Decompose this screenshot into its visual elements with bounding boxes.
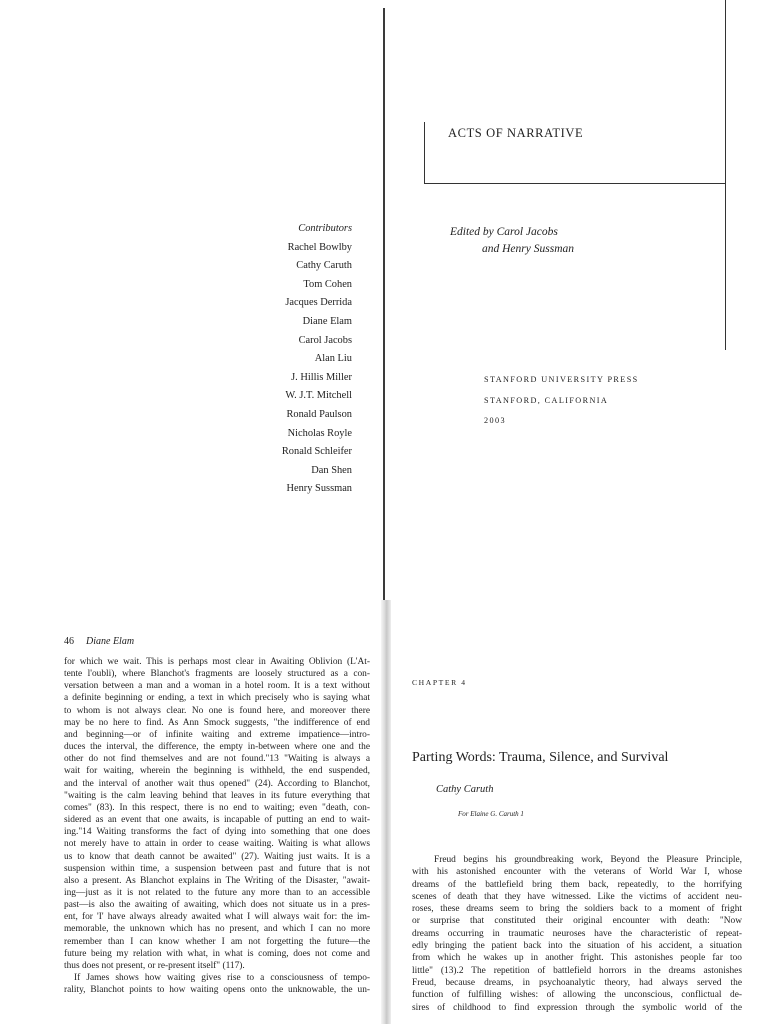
chapter-title: Parting Words: Trauma, Silence, and Survival xyxy=(412,750,669,765)
text-line: "waiting is the calm leaving behind that leaves in its future everything that xyxy=(64,790,370,801)
text-line: not merely have to attain in order to cease waiting. Waiting is what allows xyxy=(64,839,370,850)
contributor-name: J. Hillis Miller xyxy=(291,371,352,383)
text-line: remember than I can know whether I am not forgetting the future—the xyxy=(64,936,370,947)
text-line: may be no here to find. As Ann Smock suggests, "the indifference of end xyxy=(64,717,370,728)
spine-rule-top xyxy=(383,8,385,600)
contributors-heading: Contributors xyxy=(298,223,352,234)
running-head xyxy=(64,636,134,647)
text-line: Freud begins his groundbreaking work, Beyond the Pleasure Principle, xyxy=(434,855,742,865)
chapter-body-text xyxy=(412,854,742,1014)
text-line: rality, Blanchot points to how waiting opens onto the unknowable, the un- xyxy=(64,985,370,996)
contributor-name: Tom Cohen xyxy=(303,278,352,290)
title-page xyxy=(386,0,768,600)
text-line: a definite beginning or ending, a text in which precisely who is saying what xyxy=(64,693,370,704)
text-line: also a present. As Blanchot explains in The Writing of the Disaster, "await- xyxy=(64,875,370,886)
chapter-label: CHAPTER 4 xyxy=(412,678,467,687)
contributor-name: Diane Elam xyxy=(302,315,352,327)
text-line: sires of childhood to find expression through the symbolic world of the xyxy=(412,1002,742,1013)
text-line: Freud, because dreams, in psychoanalytic theory, had always served the xyxy=(412,977,742,988)
text-line: ing—just as it is not related to the future any more than to an accessible xyxy=(64,887,370,898)
text-line: scenes of death that they have witnessed. Like the victims of accident neu- xyxy=(412,891,742,902)
left-text-page xyxy=(0,600,384,1024)
left-body-text xyxy=(64,656,370,996)
publisher-name: STANFORD UNIVERSITY PRESS xyxy=(484,375,639,384)
editors-credit xyxy=(450,224,574,258)
book-gutter-shadow xyxy=(381,600,391,1024)
contributor-name: Dan Shen xyxy=(311,464,352,476)
text-line: little" (13).2 The repetition of battlefield horrors in the dreams astonishes xyxy=(412,965,742,976)
chapter-dedication: For Elaine G. Caruth 1 xyxy=(458,810,524,818)
editors-line-2: and Henry Sussman xyxy=(482,243,574,255)
text-line: tente l'oubli), where Blanchot's fragments are loosely structured as a con- xyxy=(64,669,370,680)
running-head-author: Diane Elam xyxy=(86,636,135,647)
text-line: past—is also the awaiting of awaiting, which does not situate us in a pres- xyxy=(64,900,370,911)
text-line: other do not find themselves and are not found."13 "Waiting is always a xyxy=(64,754,370,765)
publisher-place: STANFORD, CALIFORNIA xyxy=(484,395,609,405)
text-line: from which he wakes up in another fright. This astonishes people far too xyxy=(412,953,742,964)
text-line: future being my relation with what, in what is coming, does not come and xyxy=(64,948,370,959)
text-line: edly bringing the patient back into the situation of his accident, a situation xyxy=(412,941,742,952)
text-line: dreams of the battlefield bring them back, repeatedly, to the horrifying xyxy=(412,879,742,890)
publication-year: 2003 xyxy=(484,416,506,425)
text-line: and beginning—or of infinite waiting and extreme impatience—intro- xyxy=(64,729,370,740)
chapter-author: Cathy Caruth xyxy=(436,784,494,795)
text-line: ing."14 Waiting transforms the fact of dying into something that one does xyxy=(64,827,370,838)
contributor-name: Nicholas Royle xyxy=(287,427,352,439)
contributor-name: Henry Sussman xyxy=(286,483,352,495)
text-line: comes" (83). In this respect, there is no end to waiting; even "death, con- xyxy=(64,802,370,813)
text-line: roses, these dreams seem to bring the soldiers back to a moment of fright xyxy=(412,904,742,915)
title-frame-right-rule xyxy=(725,0,726,350)
text-line: and the interval of another wait thus opened" (24). According to Blanchot, xyxy=(64,778,370,789)
text-line: for which we wait. This is perhaps most clear in Awaiting Oblivion (L'At- xyxy=(64,657,370,667)
text-line: with his astonished encounter with the veterans of World War I, whose xyxy=(412,867,742,878)
text-line: thus does not present, or re-present itself" (117). xyxy=(64,960,245,971)
contributor-name: Ronald Schleifer xyxy=(281,446,352,458)
contributor-name: Alan Liu xyxy=(314,353,352,365)
contributor-name: Rachel Bowlby xyxy=(287,241,352,253)
text-line: to whom is not always clear. No one is found here, and moreover there xyxy=(64,705,370,716)
title-frame-left-rule xyxy=(424,122,425,184)
title-frame-bottom-rule xyxy=(424,183,726,184)
contributor-name: W. J.T. Mitchell xyxy=(285,390,352,402)
contributor-name: Ronald Paulson xyxy=(286,408,352,420)
text-line: versation between a man and a woman in a hotel room. It is a text without xyxy=(64,681,370,692)
text-line: suspension within time, a suspension between past and future that is not xyxy=(64,863,370,874)
text-line: us to know that death cannot be awaited" (27). Waiting just waits. It is a xyxy=(64,851,370,862)
text-line: wait for waiting, wherein the beginning is withheld, the end suspended, xyxy=(64,766,370,777)
text-line: duces the interval, the difference, the empty in-between where one and the xyxy=(64,742,370,753)
page-number: 46 xyxy=(64,636,74,647)
contributor-name: Carol Jacobs xyxy=(298,334,352,346)
text-line: or surprise that constituted their original encounter with death: "Now xyxy=(412,916,742,927)
chapter-opening-page xyxy=(386,600,768,1024)
contributors-page xyxy=(0,0,384,600)
text-line: dreams occurring in traumatic neuroses have the characteristic of repeat- xyxy=(412,928,742,939)
contributor-name: Cathy Caruth xyxy=(296,260,352,272)
editors-line-1: Edited by Carol Jacobs xyxy=(450,226,558,238)
text-line: If James shows how waiting gives rise to a consciousness of tempo- xyxy=(74,973,370,984)
text-line: sidered as an event that one awaits, is incapable of putting an end to wait- xyxy=(64,815,370,826)
publisher-imprint xyxy=(484,370,639,432)
text-line: ent, for 'I' have always already awaited what I will always wait for: the im- xyxy=(64,912,370,923)
contributor-name: Jacques Derrida xyxy=(285,297,352,309)
text-line: memorable, the unknown which has no present, and which I can no more xyxy=(64,924,370,935)
text-line: function of fulfilling wishes: of allowing the unconscious, conflictual de- xyxy=(412,990,742,1001)
book-title: ACTS OF NARRATIVE xyxy=(448,126,584,140)
contributors-list xyxy=(282,220,352,499)
